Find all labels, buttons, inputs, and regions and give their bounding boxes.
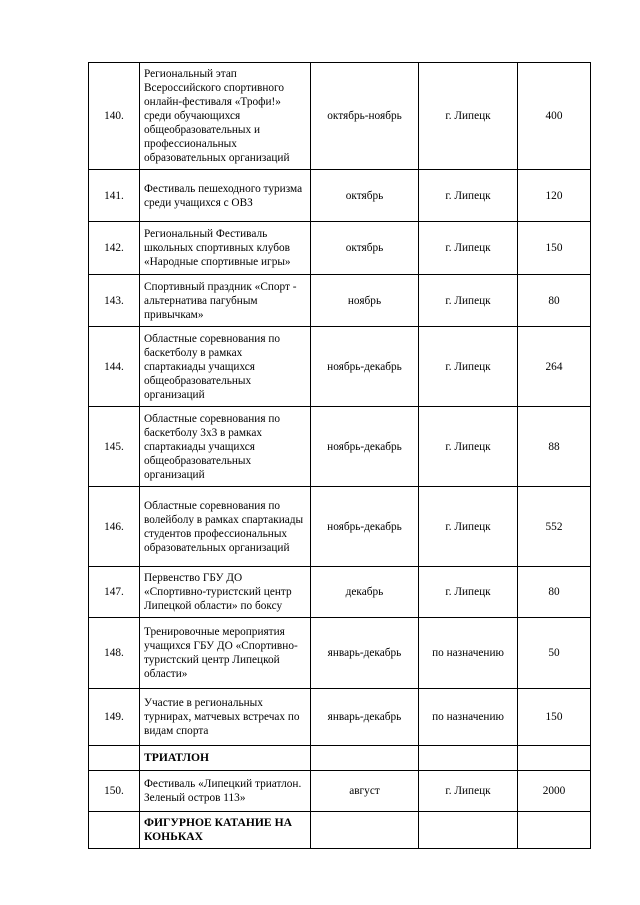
participant-count: 264	[518, 327, 591, 407]
row-number: 148.	[89, 618, 140, 689]
row-number	[89, 746, 140, 771]
row-number: 146.	[89, 487, 140, 567]
row-number: 142.	[89, 222, 140, 275]
table-row	[89, 222, 591, 275]
row-number: 145.	[89, 407, 140, 487]
event-dates: октябрь	[311, 170, 419, 222]
participant-count: 400	[518, 63, 591, 170]
row-number: 149.	[89, 689, 140, 746]
participant-count: 150	[518, 222, 591, 275]
event-dates	[311, 812, 419, 849]
event-name: Региональный Фестиваль школьных спортивных клубов «Народные спортивные игры»	[140, 222, 311, 275]
table-row	[89, 771, 591, 812]
participant-count: 2000	[518, 771, 591, 812]
event-name: Фестиваль пешеходного туризма среди учащихся с ОВЗ	[140, 170, 311, 222]
event-dates: август	[311, 771, 419, 812]
events-table	[88, 62, 591, 849]
table-row	[89, 618, 591, 689]
event-place: г. Липецк	[419, 275, 518, 327]
event-dates: декабрь	[311, 567, 419, 618]
event-dates: октябрь-ноябрь	[311, 63, 419, 170]
row-number: 144.	[89, 327, 140, 407]
event-place: г. Липецк	[419, 222, 518, 275]
event-place: г. Липецк	[419, 487, 518, 567]
event-name: Тренировочные мероприятия учащихся ГБУ ДО «Спортивно-туристский центр Липецкой области»	[140, 618, 311, 689]
event-dates: ноябрь-декабрь	[311, 407, 419, 487]
event-place: по назначению	[419, 689, 518, 746]
participant-count: 150	[518, 689, 591, 746]
table-row	[89, 327, 591, 407]
row-number	[89, 812, 140, 849]
section-heading: ФИГУРНОЕ КАТАНИЕ НА КОНЬКАХ	[140, 812, 311, 849]
table-row	[89, 407, 591, 487]
event-dates: январь-декабрь	[311, 689, 419, 746]
event-place	[419, 746, 518, 771]
participant-count: 88	[518, 407, 591, 487]
event-name: Первенство ГБУ ДО «Спортивно-туристский центр Липецкой области» по боксу	[140, 567, 311, 618]
participant-count	[518, 746, 591, 771]
event-name: Региональный этап Всероссийского спортивного онлайн-фестиваля «Трофи!» среди обучающихся общеобразовательных и профессиональных образовательных организаций	[140, 63, 311, 170]
section-row	[89, 812, 591, 849]
table-row	[89, 567, 591, 618]
table-row	[89, 275, 591, 327]
event-name: Участие в региональных турнирах, матчевых встречах по видам спорта	[140, 689, 311, 746]
event-dates: ноябрь-декабрь	[311, 327, 419, 407]
row-number: 150.	[89, 771, 140, 812]
event-place: г. Липецк	[419, 567, 518, 618]
event-name: Областные соревнования по баскетболу в рамках спартакиады учащихся общеобразовательных организаций	[140, 327, 311, 407]
event-name: Областные соревнования по баскетболу 3х3 в рамках спартакиады учащихся общеобразовательных организаций	[140, 407, 311, 487]
participant-count: 552	[518, 487, 591, 567]
event-name: Фестиваль «Липецкий триатлон. Зеленый остров 113»	[140, 771, 311, 812]
participant-count: 80	[518, 275, 591, 327]
participant-count: 120	[518, 170, 591, 222]
event-dates: ноябрь-декабрь	[311, 487, 419, 567]
event-name: Спортивный праздник «Спорт - альтернатива пагубным привычкам»	[140, 275, 311, 327]
row-number: 141.	[89, 170, 140, 222]
event-dates: январь-декабрь	[311, 618, 419, 689]
participant-count: 50	[518, 618, 591, 689]
table-row	[89, 170, 591, 222]
event-place: г. Липецк	[419, 407, 518, 487]
section-row	[89, 746, 591, 771]
event-name: Областные соревнования по волейболу в рамках спартакиады студентов профессиональных образовательных организаций	[140, 487, 311, 567]
table-row	[89, 63, 591, 170]
event-place: г. Липецк	[419, 63, 518, 170]
event-place: г. Липецк	[419, 771, 518, 812]
table-row	[89, 689, 591, 746]
participant-count	[518, 812, 591, 849]
participant-count: 80	[518, 567, 591, 618]
row-number: 140.	[89, 63, 140, 170]
event-dates: октябрь	[311, 222, 419, 275]
row-number: 147.	[89, 567, 140, 618]
event-place	[419, 812, 518, 849]
event-dates: ноябрь	[311, 275, 419, 327]
event-dates	[311, 746, 419, 771]
event-place: г. Липецк	[419, 170, 518, 222]
event-place: г. Липецк	[419, 327, 518, 407]
row-number: 143.	[89, 275, 140, 327]
section-heading: ТРИАТЛОН	[140, 746, 311, 771]
table-row	[89, 487, 591, 567]
event-place: по назначению	[419, 618, 518, 689]
